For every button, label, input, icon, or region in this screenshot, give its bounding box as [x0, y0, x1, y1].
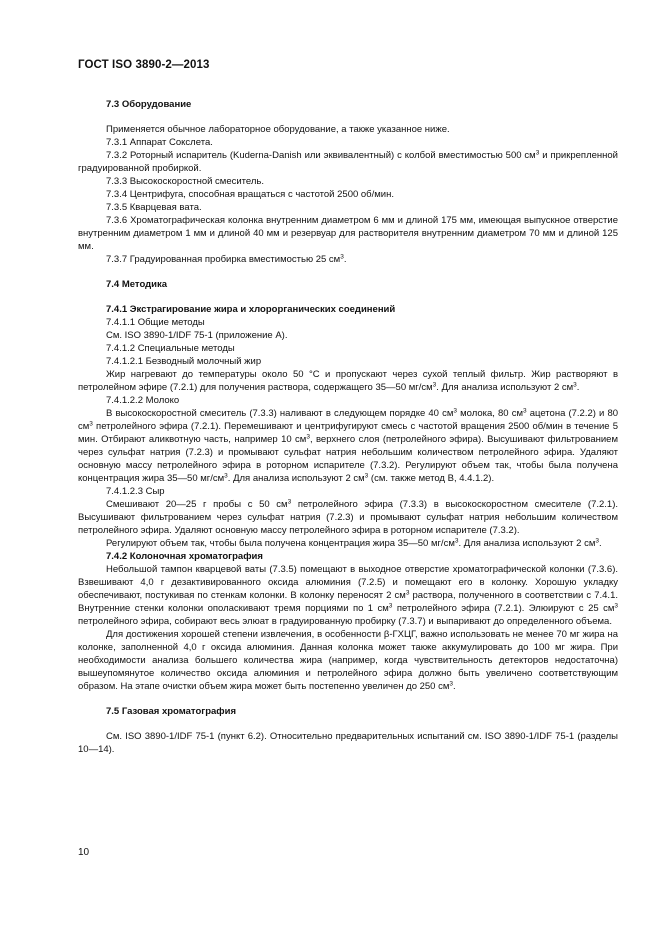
item-7-3-1: 7.3.1 Аппарат Сокслета.: [106, 137, 213, 148]
item-7-3-4: 7.3.4 Центрифуга, способная вращаться с частотой 2500 об/мин.: [106, 189, 394, 200]
item-7-3-7: 7.3.7 Градуированная пробирка вместимостью 25 $см^3$.: [106, 253, 347, 265]
document-body: [78, 92, 618, 756]
section-7-4-heading: 7.4 Методика: [106, 279, 168, 290]
item-7-3-3: 7.3.3 Высокоскоростной смеситель.: [106, 176, 265, 187]
item-7-4-1-1: 7.4.1.1 Общие методы: [106, 317, 205, 328]
paragraph: Регулируют объем так, чтобы была получена концентрация жира 35—50 $мг/см^3$. Для анализа используют 2 $см^3$.: [106, 537, 602, 549]
item-7-3-6: 7.3.6 Хроматографическая колонка внутренним диаметром 6 мм и длиной 175 мм, имеющая выпускное отверстие внутренним диаметром 1 мм и длиной 40 мм и резервуар для растворителя внутренним диаметром 70 мм и длиной 125 мм.: [78, 215, 618, 252]
section-7-4-2-heading: 7.4.2 Колоночная хроматография: [106, 551, 263, 562]
item-7-4-1-2: 7.4.1.2 Специальные методы: [106, 343, 235, 354]
page-number: 10: [78, 847, 90, 858]
section-7-4-1-heading: 7.4.1 Экстрагирование жира и хлорорганических соединений: [106, 304, 396, 315]
paragraph: Применяется обычное лабораторное оборудование, а также указанное ниже.: [106, 124, 450, 135]
paragraph: Небольшой тампон кварцевой ваты (7.3.5) помещают в выходное отверстие хроматографической колонки (7.3.6). Взвешивают 4,0 г дезактивированного оксида алюминия (7.2.5) и помещают его в колонку. Хорошую укладку обеспечивают, постукивая по стенкам колонки. В колонку переносят 2 $см^3$ раствора, полученного в соответствии с 7.4.1. Внутренние стенки колонки ополаскивают тремя порциями по 1 $см^3$ петролейного эфира (7.2.1). Элюируют с 25 $см^3$ петролейного эфира, собирают весь элюат в градуированную пробирку (7.3.7) и выпаривают до определенного объема.: [78, 564, 618, 627]
paragraph: Жир нагревают до температуры около 50 °С и пропускают через сухой теплый фильтр. Жир растворяют в петролейном эфире (7.2.1) для получения раствора, содержащего 35—50 $мг/см^3$. Для анализа используют 2 $см^3$.: [78, 369, 618, 393]
paragraph: См. ISO 3890-1/IDF 75-1 (приложение А).: [106, 330, 288, 341]
document-header: ГОСТ ISO 3890-2—2013: [78, 59, 210, 71]
section-7-3-heading: 7.3 Оборудование: [106, 99, 192, 110]
paragraph: Для достижения хорошей степени извлечения, в особенности β-ГХЦГ, важно использовать не менее 70 мг жира на колонке, заполненной 4,0 г оксида алюминия. Данная колонка может также аккумулировать до 100 мг жира. При необходимости анализа большего количества жира (например, когда чувствительность детекторов недостаточна) вышеупомянутое количество оксида алюминия и петролейного эфира должно быть увеличено соответствующим образом. На этапе очистки объем жира может быть постепенно увеличен до 250 $см^3$.: [78, 629, 618, 692]
section-7-5-heading: 7.5 Газовая хроматография: [106, 706, 236, 717]
item-7-4-1-2-3: 7.4.1.2.3 Сыр: [106, 486, 165, 497]
paragraph: В высокоскоростной смеситель (7.3.3) наливают в следующем порядке 40 $см^3$ молока, 80 $см^3$ ацетона (7.2.2) и 80 $см^3$ петролейного эфира (7.2.1). Перемешивают и центрифугируют смесь с частотой вращения 2500 об/мин в течение 5 мин. Отбирают аликвотную часть, например 10 $см^3$, верхнего слоя (петролейного эфира). Высушивают фильтрованием через сульфат натрия (7.2.3) и промывают сульфат натрия небольшим количеством петролейного эфира. Удаляют основную массу петролейного эфира в роторном испарителе (7.3.2). Регулируют объем так, чтобы была получена концентрация жира 35—50 $мг/см^3$. Для анализа используют 2 $см^3$ (см. также метод В, 4.4.1.2).: [78, 407, 619, 484]
item-7-4-1-2-1: 7.4.1.2.1 Безводный молочный жир: [106, 356, 262, 367]
paragraph: Смешивают 20—25 г пробы с 50 $см^3$ петролейного эфира (7.3.3) в высокоскоростном смесителе (7.2.1). Высушивают фильтрованием через сульфат натрия (7.2.3) и промывают сульфат натрия небольшим количеством петролейного эфира. Удаляют основную массу петролейного эфира в роторном испарителе (7.3.2).: [78, 498, 619, 536]
item-7-4-1-2-2: 7.4.1.2.2 Молоко: [106, 395, 180, 406]
item-7-3-5: 7.3.5 Кварцевая вата.: [106, 202, 202, 213]
paragraph: См. ISO 3890-1/IDF 75-1 (пункт 6.2). Относительно предварительных испытаний см. ISO 3890-1/IDF 75-1 (разделы 10—14).: [78, 731, 618, 755]
item-7-3-2: 7.3.2 Роторный испаритель (Kuderna-Danish или эквивалентный) с колбой вместимостью 500 $см^3$ и прикрепленной градуированной пробиркой.: [78, 149, 618, 174]
